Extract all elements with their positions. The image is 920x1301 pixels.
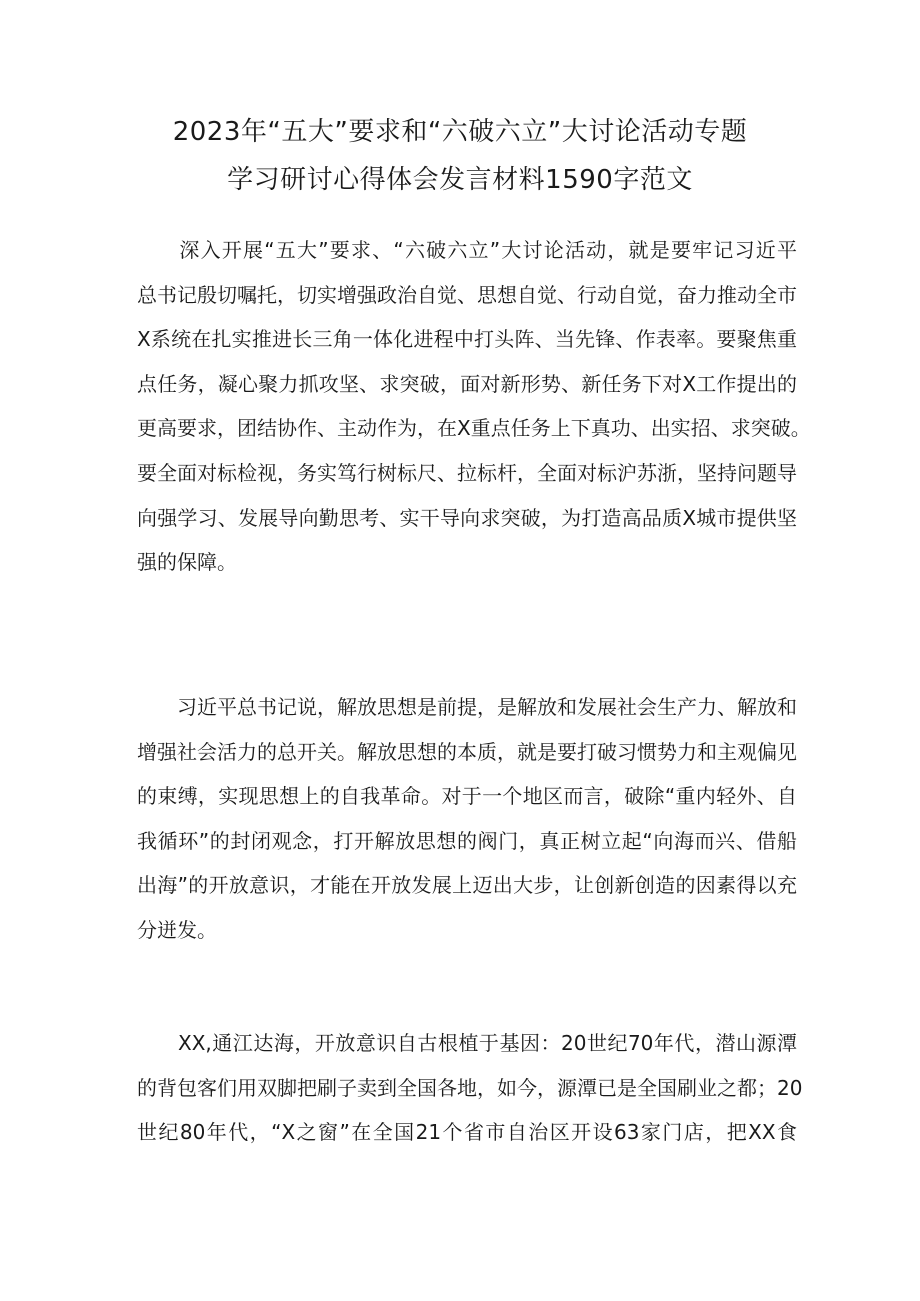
paragraph-line: 分迸发。: [137, 917, 217, 942]
paragraph-line: 要全面对标检视，务实笃行树标尺、拉标杆，全面对标沪苏浙，坚持问题导: [137, 460, 797, 485]
paragraph-line: 世纪80年代，“X之窗”在全国21个省市自治区开设63家门店，把XX食: [137, 1120, 797, 1145]
paragraph-line: 深入开展“五大”要求、“六破六立”大讨论活动，就是要牢记习近平: [137, 238, 797, 262]
document-title: [60, 108, 860, 204]
paragraph-line: 增强社会活力的总开关。解放思想的本质，就是要打破习惯势力和主观偏见: [137, 739, 797, 764]
paragraph-line: 更高要求，团结协作、主动作为，在X重点任务上下真功、出实招、求突破。: [137, 416, 811, 441]
paragraph-line: X系统在扎实推进长三角一体化进程中打头阵、当先锋、作表率。要聚焦重: [137, 327, 797, 352]
paragraph-line: 总书记殷切嘱托，切实增强政治自觉、思想自觉、行动自觉，奋力推动全市: [137, 282, 797, 307]
paragraph-line: 向强学习、发展导向勤思考、实干导向求突破，为打造高品质X城市提供坚: [137, 505, 797, 530]
paragraph-line: 强的保障。: [137, 550, 237, 575]
paragraph-line: 出海”的开放意识，才能在开放发展上迈出大步，让创新创造的因素得以充: [137, 873, 797, 898]
paragraph-line: 我循环”的封闭观念，打开解放思想的阀门，真正树立起“向海而兴、借船: [137, 828, 797, 853]
paragraph-1: [137, 228, 811, 585]
title-line-1: 2023年“五大”要求和“六破六立”大讨论活动专题: [172, 117, 748, 147]
paragraph-2: [137, 685, 797, 953]
paragraph-line: XX,通江达海，开放意识自古根植于基因：20世纪70年代，潜山源潭: [137, 1031, 797, 1055]
paragraph-3: [137, 1021, 803, 1155]
paragraph-line: 点任务，凝心聚力抓攻坚、求突破，面对新形势、新任务下对X工作提出的: [137, 371, 797, 396]
paragraph-line: 习近平总书记说，解放思想是前提，是解放和发展社会生产力、解放和: [137, 695, 797, 719]
paragraph-line: 的束缚，实现思想上的自我革命。对于一个地区而言，破除“重内轻外、自: [137, 784, 797, 809]
title-line-2: 学习研讨心得体会发言材料1590字范文: [227, 165, 693, 195]
paragraph-line: 的背包客们用双脚把刷子卖到全国各地，如今，源潭已是全国刷业之都；20: [137, 1075, 803, 1100]
